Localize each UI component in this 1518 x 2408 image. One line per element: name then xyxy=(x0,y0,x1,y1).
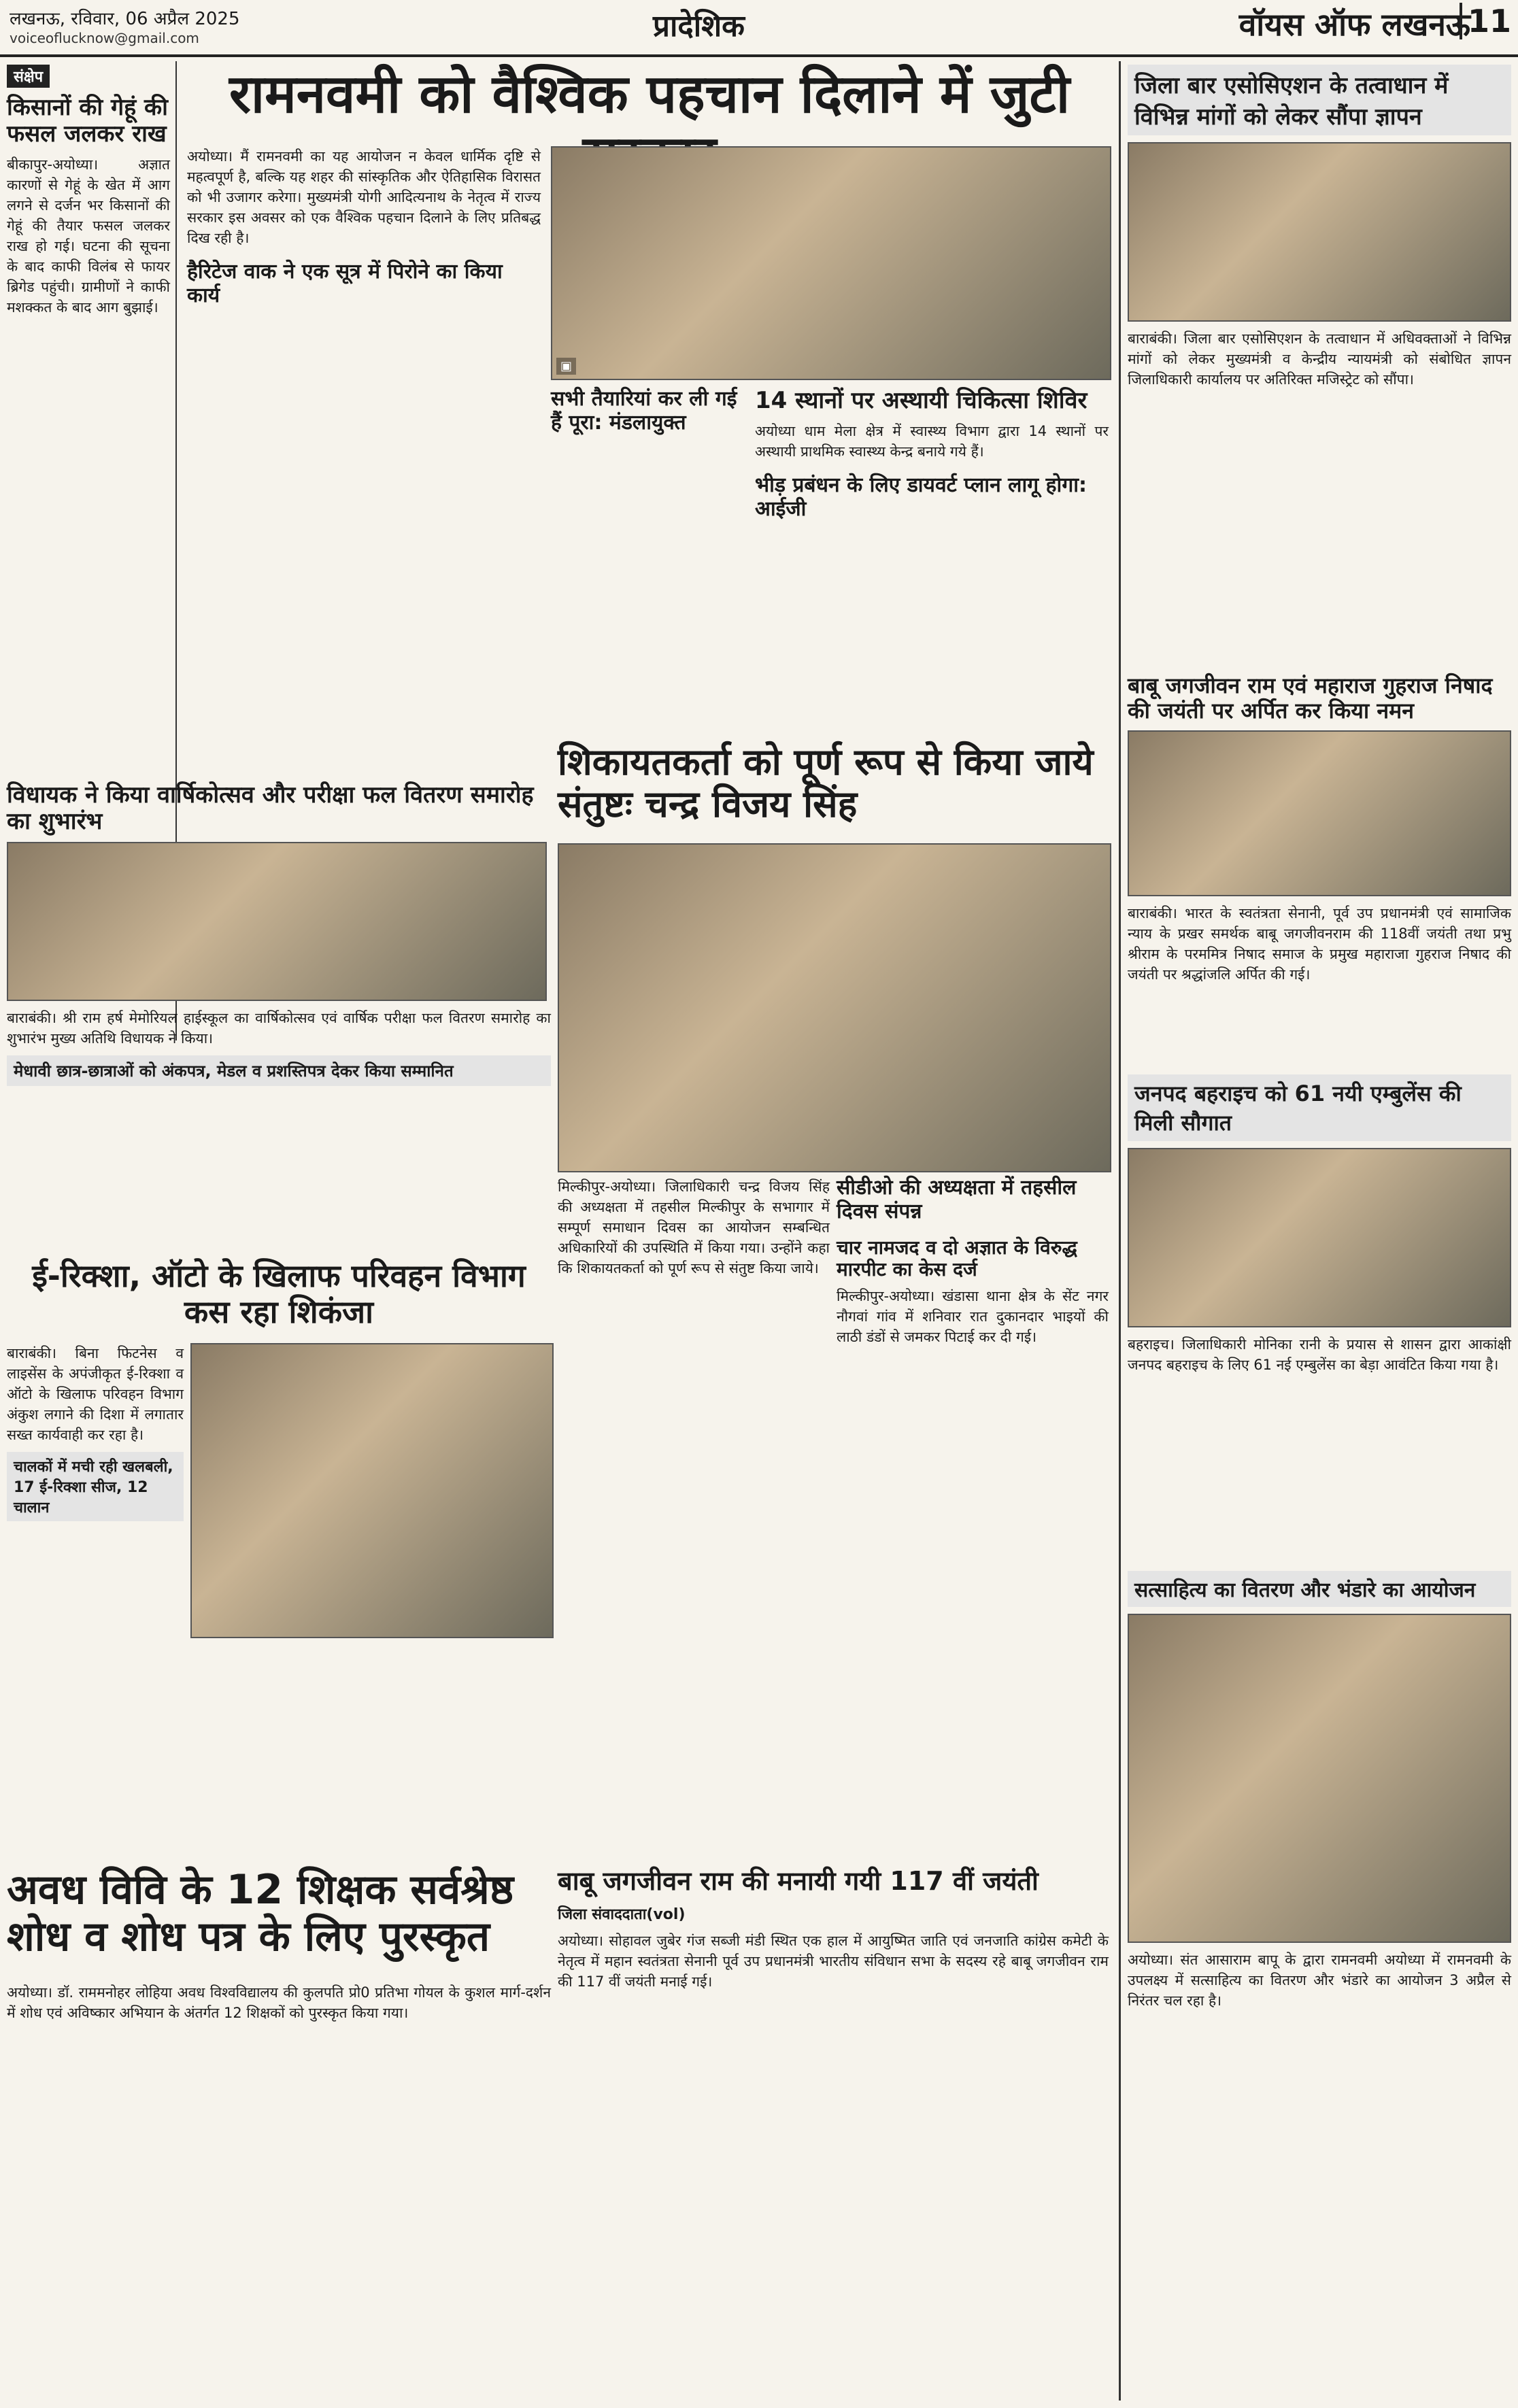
babu-body: अयोध्या। सोहावल जुबेर गंज सब्जी मंडी स्थित एक हाल में आयुष्मित जाति एवं जनजाति कांग्रेस कमेटी के नेतृत्व में महान स्वतंत्रता सेनानी पूर्व उप प्रधानमंत्री भारतीय संविधान सभा के सदस्य रहे बाबू जगजीवन राम की 117 वीं जयंती मनाई गई। xyxy=(558,1932,1109,1990)
ramnavami-sub2: सभी तैयारियां कर ली गई हैं पूरा: मंडलायुक्त xyxy=(551,387,737,435)
awadh-headline-box xyxy=(7,1867,551,1975)
erickshaw-title: ई-रिक्शा, ऑटो के खिलाफ परिवहन विभाग कस रहा शिकंजा xyxy=(32,1257,526,1330)
bar-title: जिला बार एसोसिएशन के तत्वाधान में विभिन्न मांगों को लेकर सौंपा ज्ञापन xyxy=(1128,65,1511,135)
case-title: चार नामजद व दो अज्ञात के विरुद्ध मारपीट का केस दर्ज xyxy=(837,1236,1077,1281)
babu-title: बाबू जगजीवन राम की मनायी गयी 117 वीं जयंती xyxy=(558,1866,1039,1896)
camp-body: अयोध्या धाम मेला क्षेत्र में स्वास्थ्य विभाग द्वारा 14 स्थानों पर अस्थायी प्राथमिक स्वास्थ्य केन्द्र बनाये गये हैं। xyxy=(755,423,1109,460)
camp-title: 14 स्थानों पर अस्थायी चिकित्सा शिविर xyxy=(755,387,1087,414)
erickshaw-photo xyxy=(190,1343,554,1638)
column-rule xyxy=(1119,61,1121,2401)
babu-article xyxy=(558,1867,1109,2401)
ramnavami-title: रामनवमी को वैश्विक पहचान दिलाने में जुटी xyxy=(229,64,1070,125)
vidhayak-article xyxy=(7,782,551,1251)
masthead xyxy=(0,0,1518,57)
ramnavami-headline-box xyxy=(187,65,1112,139)
sahitya-article xyxy=(1128,1571,1511,2401)
ramnavami-photo xyxy=(551,146,1111,380)
jagjivan-body: बाराबंकी। भारत के स्वतंत्रता सेनानी, पूर्व उप प्रधानमंत्री एवं सामाजिक न्याय के प्रखर समर्थक बाबू जगजीवनराम की 118वीं जयंती तथा प्रभु श्रीराम के परममित्र निषाद समाज के प्रमुख महाराजा गुहराज निषाद की जयंती पर श्रद्धांजलि अर्पित की गई। xyxy=(1128,904,1511,983)
babu-dateline: जिला संवाददाता(vol) xyxy=(558,1905,686,1923)
ambulance-title: जनपद बहराइच को 61 नयी एम्बुलेंस की मिली सौगात xyxy=(1128,1074,1511,1141)
vidhayak-title: विधायक ने किया वार्षिकोत्सव और परीक्षा फल वितरण समारोह का शुभारंभ xyxy=(7,781,534,836)
jagjivan-photo xyxy=(1128,730,1511,896)
awadh-body: अयोध्या। डॉ. राममनोहर लोहिया अवध विश्वविद्यालय की कुलपति प्रो0 प्रतिभा गोयल के कुशल मार्ग-दर्शन में शोध एवं अविष्कार अभियान के अंतर्गत 12 शिक्षकों को पुरस्कृत किया गया। xyxy=(7,1984,551,2021)
case-article xyxy=(837,1237,1109,1347)
tehsil-col xyxy=(837,1176,1109,1856)
bar-photo xyxy=(1128,142,1511,322)
brief-body: बीकापुर-अयोध्या। अज्ञात कारणों से गेहूं के खेत में आग लगने से दर्जन भर किसानों की गेहूं की तैयार फसल जलकर राख हो गई। घटना की सूचना के बाद काफी विलंब से फायर ब्रिगेड पहुंची। ग्रामीणों ने काफी मशक्कत के बाद आग बुझाई। xyxy=(7,156,170,316)
jagjivan-title: बाबू जगजीवन राम एवं महाराज गुहराज निषाद की जयंती पर अर्पित कर किया नमन xyxy=(1128,673,1493,724)
issue-date: लखनऊ, रविवार, 06 अप्रैल 2025 xyxy=(10,9,240,29)
complainant-headline-box xyxy=(558,741,1109,836)
ramnavami-body-col xyxy=(187,146,541,745)
camp-article xyxy=(755,388,1109,741)
ambulance-body: बहराइच। जिलाधिकारी मोनिका रानी के प्रयास से शासन द्वारा आकांक्षी जनपद बहराइच के लिए 61 नई एम्बुलेंस का बेड़ा आवंटित किया गया है। xyxy=(1128,1336,1511,1373)
bar-body: बाराबंकी। जिला बार एसोसिएशन के तत्वाधान में अधिवक्ताओं ने विभिन्न मांगों को लेकर मुख्यमंत्री व केन्द्रीय न्यायमंत्री को संबोधित ज्ञापन जिलाधिकारी कार्यालय पर अतिरिक्त मजिस्ट्रेट को सौंपा। xyxy=(1128,330,1511,388)
vidhayak-sub: मेधावी छात्र-छात्राओं को अंकपत्र, मेडल व प्रशस्तिपत्र देकर किया सम्मानित xyxy=(7,1055,551,1086)
brief-tag: संक्षेप xyxy=(7,65,50,88)
brand-name: वॉयस ऑफ लखनऊ xyxy=(1238,6,1470,43)
ambulance-article xyxy=(1128,1074,1511,1564)
erickshaw-body: बाराबंकी। बिना फिटनेस व लाइसेंस के अपंजीकृत ई-रिक्शा व ऑटो के खिलाफ परिवहन विभाग अंकुश लगाने की दिशा में लगातार सख्त कार्यवाही कर रहा है। xyxy=(7,1345,184,1443)
bar-article xyxy=(1128,65,1511,663)
photo-icon: ▣ xyxy=(556,358,576,375)
erickshaw-body-col xyxy=(7,1343,184,1860)
brief-column xyxy=(7,65,170,779)
complainant-body-col xyxy=(558,1176,830,1856)
jagjivan-article xyxy=(1128,673,1511,1068)
sahitya-body: अयोध्या। संत आसाराम बापू के द्वारा रामनवमी अयोध्या में रामनवमी के उपलक्ष्य में सत्साहित्य का वितरण और भंडारे का आयोजन 3 अप्रैल से निरंतर चल रहा है। xyxy=(1128,1952,1511,2009)
erickshaw-headline-box xyxy=(7,1258,551,1333)
awadh-title: अवध विवि के 12 शिक्षक सर्वश्रेष्ठ शोध व शोध पत्र के लिए पुरस्कृत xyxy=(7,1866,514,1961)
ramnavami-sub1: हैरिटेज वाक ने एक सूत्र में पिरोने का किया कार्य xyxy=(187,260,503,307)
complainant-title: शिकायतकर्ता को पूर्ण रूप से किया जाये संतुष्टः चन्द्र विजय सिंह xyxy=(558,741,1094,826)
awadh-body-col xyxy=(7,1982,551,2401)
brief-title: किसानों की गेहूं की फसल जलकर राख xyxy=(7,94,168,148)
complainant-photo xyxy=(558,843,1111,1172)
camp-sub: भीड़ प्रबंधन के लिए डायवर्ट प्लान लागू होगा: आईजी xyxy=(755,473,1087,521)
page-number: 11 xyxy=(1460,3,1511,39)
contact-email[interactable]: voiceoflucknow@gmail.com xyxy=(10,30,199,46)
vidhayak-body: बाराबंकी। श्री राम हर्ष मेमोरियल हाईस्कूल का वार्षिकोत्सव एवं वार्षिक परीक्षा फल वितरण समारोह का शुभारंभ मुख्य अतिथि विधायक ने किया। xyxy=(7,1010,551,1047)
case-body: मिल्कीपुर-अयोध्या। खंडासा थाना क्षेत्र के सेंट नगर नौगवां गांव में शनिवार रात दुकानदार भाइयों की लाठी डंडों से जमकर पिटाई कर दी गई। xyxy=(837,1288,1109,1346)
ambulance-photo xyxy=(1128,1148,1511,1327)
sahitya-title: सत्साहित्य का वितरण और भंडारे का आयोजन xyxy=(1128,1571,1511,1607)
erickshaw-sub: चालकों में मची रही खलबली, 17 ई-रिक्शा सीज, 12 चालान xyxy=(7,1452,184,1521)
complainant-body: मिल्कीपुर-अयोध्या। जिलाधिकारी चन्द्र विजय सिंह की अध्यक्षता में तहसील मिल्कीपुर के सभागार में सम्पूर्ण समाधान दिवस का आयोजन सम्बन्धित अधिकारियों की उपस्थिति में किया गया। उन्होंने कहा कि शिकायतकर्ता को पूर्ण रूप से संतुष्ट किया जाये। xyxy=(558,1178,830,1276)
ramnavami-body: अयोध्या। मैं रामनवमी का यह आयोजन न केवल धार्मिक दृष्टि से महत्वपूर्ण है, बल्कि यह शहर की सांस्कृतिक और ऐतिहासिक विरासत को भी उजागर करेगा। मुख्यमंत्री योगी आदित्यनाथ के नेतृत्व में राज्य सरकार इस अवसर को एक वैश्विक पहचान दिलाने के लिए प्रतिबद्ध दिख रही है। xyxy=(187,148,541,246)
section-name: प्रादेशिक xyxy=(653,9,745,44)
ramnavami-sub2-col xyxy=(551,388,741,741)
complainant-sub: सीडीओ की अध्यक्षता में तहसील दिवस संपन्न xyxy=(837,1176,1077,1223)
vidhayak-photo xyxy=(7,842,547,1001)
sahitya-photo xyxy=(1128,1614,1511,1943)
